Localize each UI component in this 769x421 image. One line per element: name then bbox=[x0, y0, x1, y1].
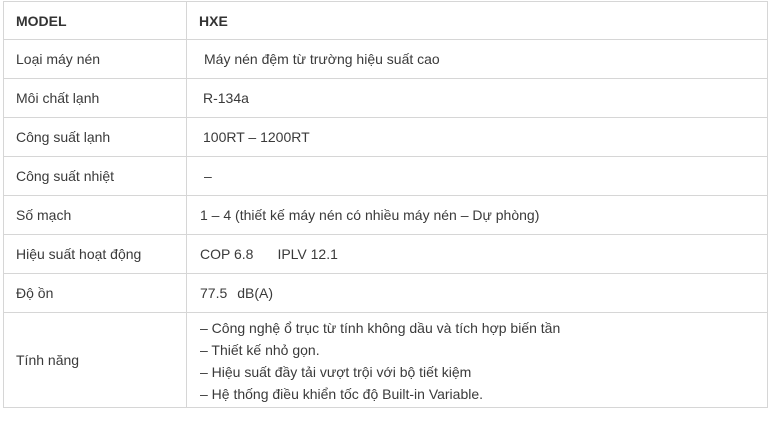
row-label-noise: Độ ồn bbox=[4, 274, 187, 313]
row-value-cooling-capacity: 100RT – 1200RT bbox=[187, 118, 768, 157]
efficiency-iplv: IPLV 12.1 bbox=[277, 246, 338, 262]
feature-item: – Hiệu suất đầy tải vượt trội với bộ tiết kiệm bbox=[200, 364, 472, 380]
table-row-features bbox=[4, 313, 768, 408]
table-row bbox=[4, 79, 768, 118]
row-label-features: Tính năng bbox=[4, 313, 187, 408]
row-value-heating-capacity: – bbox=[187, 157, 768, 196]
feature-item: – Công nghệ ổ trục từ tính không dầu và tích hợp biến tần bbox=[200, 320, 561, 336]
table-row bbox=[4, 157, 768, 196]
row-label-efficiency: Hiệu suất hoạt động bbox=[4, 235, 187, 274]
header-hxe: HXE bbox=[187, 2, 768, 40]
row-value-efficiency bbox=[187, 235, 768, 274]
table-row bbox=[4, 40, 768, 79]
table-row bbox=[4, 118, 768, 157]
row-label-circuits: Số mạch bbox=[4, 196, 187, 235]
table-row bbox=[4, 274, 768, 313]
row-value-noise bbox=[187, 274, 768, 313]
row-label-cooling-capacity: Công suất lạnh bbox=[4, 118, 187, 157]
efficiency-cop: COP 6.8 bbox=[200, 246, 254, 262]
features-list bbox=[200, 315, 767, 405]
row-label-refrigerant: Môi chất lạnh bbox=[4, 79, 187, 118]
spec-table bbox=[3, 1, 768, 408]
table-row bbox=[4, 235, 768, 274]
table-row bbox=[4, 196, 768, 235]
row-value-refrigerant: R-134a bbox=[187, 79, 768, 118]
header-model: MODEL bbox=[4, 2, 187, 40]
noise-unit: dB(A) bbox=[237, 285, 274, 301]
feature-item: – Hệ thống điều khiển tốc độ Built-in Variable. bbox=[200, 386, 484, 402]
noise-value: 77.5 bbox=[200, 285, 228, 301]
row-value-compressor-type: Máy nén đệm từ trường hiệu suất cao bbox=[187, 40, 768, 79]
table-header-row bbox=[4, 2, 768, 40]
row-label-heating-capacity: Công suất nhiệt bbox=[4, 157, 187, 196]
feature-item: – Thiết kế nhỏ gọn. bbox=[200, 342, 320, 358]
row-label-compressor-type: Loại máy nén bbox=[4, 40, 187, 79]
features-list-cell bbox=[187, 313, 768, 408]
row-value-circuits: 1 – 4 (thiết kế máy nén có nhiều máy nén – Dự phòng) bbox=[187, 196, 768, 235]
